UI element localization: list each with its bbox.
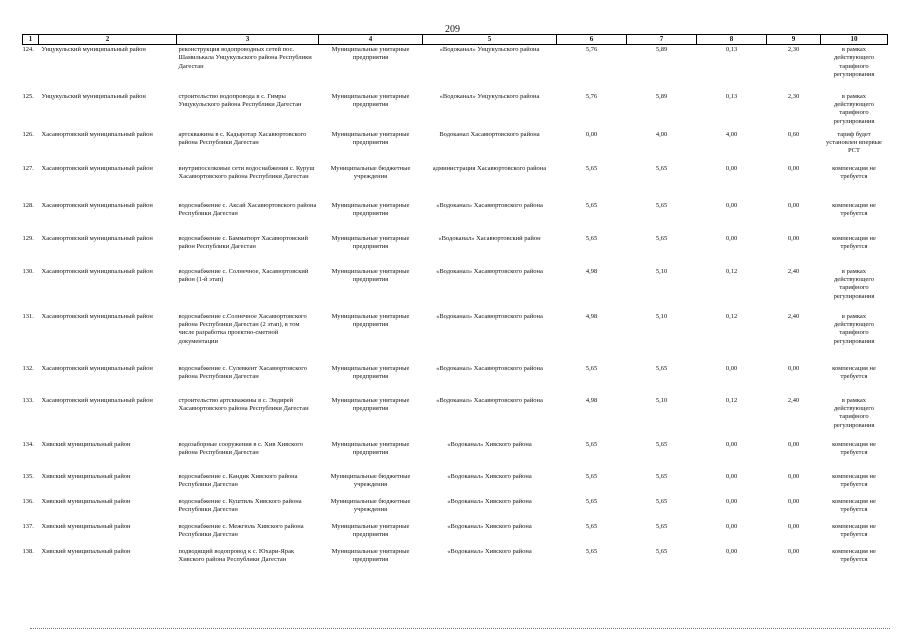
region-cell: Хасавюртовский муниципальный район [41,267,153,275]
value-cell-8: 0,00 [725,201,738,209]
table-row [23,164,888,201]
value-cell-7: 5,65 [655,472,668,480]
value-cell-7: 5,65 [655,522,668,530]
organization-cell: «Водоканал» Хасавюртовского района [436,312,543,320]
value-cell-7: 5,89 [655,92,668,100]
value-cell-6: 4,98 [585,267,598,275]
org-type-cell: Муниципальные унитарные предприятия [331,547,410,563]
value-cell-6: 4,98 [585,396,598,404]
org-type-cell: Муниципальные бюджетные учреждения [330,472,411,488]
value-cell-7: 5,10 [655,312,668,320]
value-cell-8: 0,12 [725,267,738,275]
value-cell-6: 5,65 [585,440,598,448]
value-cell-7: 4,00 [655,130,668,138]
note-cell: компенсация не требуется [832,522,876,538]
note-cell: в рамках действующего тарифного регулирования [833,267,875,300]
table-row [23,267,888,312]
value-cell-6: 5,65 [585,547,598,555]
table-row [23,497,888,522]
value-cell-6: 5,65 [585,364,598,372]
project-cell: строительство артскважины в с. Эндирей Хасавюртовского района Республики Дагестан [178,396,309,412]
organization-cell: «Водоканал» Унцукульского района [439,46,540,53]
note-cell: компенсация не требуется [832,497,876,513]
row-number: 133. [22,396,34,404]
value-cell-9: 0,00 [787,472,800,480]
value-cell-7: 5,65 [655,201,668,209]
region-cell: Хасавюртовский муниципальный район [41,130,153,138]
table-row [23,364,888,396]
column-header: 9 [767,35,821,45]
table-body [23,45,888,585]
note-cell: в рамках действующего тарифного регулирования [833,46,875,79]
org-type-cell: Муниципальные унитарные предприятия [331,46,410,62]
value-cell-7: 5,10 [655,396,668,404]
row-number: 136. [22,497,34,505]
region-cell: Хивский муниципальный район [41,522,131,530]
column-header: 7 [627,35,697,45]
value-cell-6: 5,76 [585,92,598,100]
table-row [23,45,888,92]
project-cell: водоснабжение с.Солнечное Хасавюртовского района Республики Дагестан (2 этап), в том числе разработка проектно-сметной документации [178,312,307,345]
organization-cell: «Водоканал» Хивского района [447,472,532,480]
row-number: 128. [22,201,34,209]
table-row [23,522,888,547]
region-cell: Хивский муниципальный район [41,472,131,480]
column-header: 4 [319,35,423,45]
org-type-cell: Муниципальные унитарные предприятия [331,440,410,456]
value-cell-9: 2,40 [787,312,800,320]
row-number: 126. [22,130,34,138]
column-header: 1 [23,35,39,45]
value-cell-8: 0,12 [725,396,738,404]
row-number: 135. [22,472,34,480]
value-cell-9: 0,00 [787,164,800,172]
value-cell-9: 0,60 [787,130,800,138]
project-cell: водоснабжение с. Бамматюрт Хасавюртовский район Республики Дагестан [178,234,308,250]
region-cell: Хасавюртовский муниципальный район [41,234,153,242]
table-row [23,92,888,130]
region-cell: Хасавюртовский муниципальный район [41,364,153,372]
org-type-cell: Муниципальные унитарные предприятия [331,234,410,250]
value-cell-9: 0,00 [787,440,800,448]
org-type-cell: Муниципальные унитарные предприятия [331,267,410,283]
org-type-cell: Муниципальные унитарные предприятия [331,522,410,538]
organization-cell: «Водоканал» Хасавюртовского района [436,396,543,404]
value-cell-8: 0,00 [725,164,738,172]
project-cell: водоснабжение с. Сулевкент Хасавюртовского района Республики Дагестан [178,364,308,380]
organization-cell: «Водоканал» Хасавюртовского района [436,364,543,372]
region-cell: Хивский муниципальный район [41,547,131,555]
note-cell: компенсация не требуется [832,547,876,563]
region-cell: Хасавюртовский муниципальный район [41,396,153,404]
column-header: 3 [177,35,319,45]
table-row [23,234,888,267]
table-row [23,312,888,364]
value-cell-9: 0,00 [787,547,800,555]
value-cell-9: 0,00 [787,234,800,242]
value-cell-7: 5,65 [655,497,668,505]
value-cell-6: 0,00 [585,130,598,138]
org-type-cell: Муниципальные унитарные предприятия [331,396,410,412]
row-number: 127. [22,164,34,172]
header-row [23,35,888,45]
value-cell-9: 0,00 [787,522,800,530]
column-header: 2 [39,35,177,45]
organization-cell: «Водоканал» Хивского района [447,497,532,505]
bottom-rule [30,628,890,629]
table-row [23,201,888,234]
region-cell: Хивский муниципальный район [41,440,131,448]
note-cell: в рамках действующего тарифного регулирования [833,92,875,125]
organization-cell: «Водоканал» Хасавюртовского района [436,201,543,209]
value-cell-8: 0,00 [725,547,738,555]
row-number: 137. [22,522,34,530]
value-cell-6: 5,65 [585,497,598,505]
note-cell: компенсация не требуется [832,164,876,180]
value-cell-6: 5,65 [585,201,598,209]
project-cell: водоснабжение с. Кандик Хивского района Республики Дагестан [178,472,298,488]
org-type-cell: Муниципальные унитарные предприятия [331,92,410,108]
row-number: 131. [22,312,34,320]
value-cell-7: 5,10 [655,267,668,275]
organization-cell: «Водоканал» Хивского района [447,547,532,555]
value-cell-9: 0,00 [787,201,800,209]
note-cell: компенсация не требуется [832,234,876,250]
value-cell-7: 5,65 [655,164,668,172]
row-number: 138. [22,547,34,555]
value-cell-8: 0,00 [725,234,738,242]
organization-cell: администрация Хасавюртовского района [432,164,547,172]
note-cell: в рамках действующего тарифного регулирования [833,396,875,429]
project-cell: внутрипоселковые сети водоснабжения с. Куруш Хасавюртовского района Республики Дагестан [178,164,315,180]
region-cell: Хивский муниципальный район [41,497,131,505]
value-cell-8: 0,13 [725,46,738,53]
organization-cell: «Водоканал» Хасавюртовского района [436,267,543,275]
value-cell-8: 0,00 [725,472,738,480]
value-cell-6: 5,65 [585,522,598,530]
column-header: 6 [557,35,627,45]
org-type-cell: Муниципальные бюджетные учреждения [330,497,411,513]
note-cell: компенсация не требуется [832,201,876,217]
note-cell: компенсация не требуется [832,472,876,488]
org-type-cell: Муниципальные унитарные предприятия [331,364,410,380]
region-cell: Хасавюртовский муниципальный район [41,312,153,320]
organization-cell: «Водоканал» Хасавюртовский район [438,234,541,242]
value-cell-6: 5,65 [585,164,598,172]
value-cell-9: 2,40 [787,267,800,275]
region-cell: Хасавюртовский муниципальный район [41,201,153,209]
table-row [23,472,888,497]
org-type-cell: Муниципальные унитарные предприятия [331,312,410,328]
region-cell: Хасавюртовский муниципальный район [41,164,153,172]
note-cell: компенсация не требуется [832,440,876,456]
value-cell-7: 5,65 [655,440,668,448]
value-cell-7: 5,65 [655,364,668,372]
table-row [23,440,888,472]
row-number: 132. [22,364,34,372]
note-cell: тариф будет установлен впервые РСТ [826,130,882,155]
value-cell-6: 5,76 [585,46,598,53]
project-cell: водоснабжение с. Солнечное, Хасавюртовский район (1-й этап) [178,267,309,283]
value-cell-6: 5,65 [585,234,598,242]
organization-cell: «Водоканал» Унцукульского района [439,92,540,100]
project-cell: строительство водопровода в с. Гимры Унцукульского района Республики Дагестан [178,92,302,108]
org-type-cell: Муниципальные унитарные предприятия [331,130,410,146]
value-cell-8: 0,12 [725,312,738,320]
project-cell: подводящий водопровод к с. Юхари-Ярак Хивского района Республики Дагестан [178,547,295,563]
value-cell-8: 0,00 [725,440,738,448]
value-cell-6: 5,65 [585,472,598,480]
value-cell-6: 4,98 [585,312,598,320]
column-header: 10 [821,35,888,45]
column-header: 8 [697,35,767,45]
org-type-cell: Муниципальные бюджетные учреждения [330,164,411,180]
row-number: 130. [22,267,34,275]
value-cell-9: 2,40 [787,396,800,404]
organization-cell: «Водоканал» Хивского района [447,522,532,530]
project-cell: реконструкция водопроводных сетей пос. Шамилькала Унцукульского района Республики Дагестан [178,46,312,70]
page-number: 209 [445,24,460,35]
value-cell-8: 0,00 [725,364,738,372]
value-cell-8: 0,13 [725,92,738,100]
region-cell: Унцукульский муниципальный район [41,92,146,100]
region-cell: Унцукульский муниципальный район [41,46,146,53]
row-number: 125. [22,92,34,100]
org-type-cell: Муниципальные унитарные предприятия [331,201,410,217]
row-number: 129. [22,234,34,242]
value-cell-7: 5,89 [655,46,668,53]
project-cell: водоснабжение с. Межгюль Хивского района Республики Дагестан [178,522,304,538]
column-header: 5 [423,35,557,45]
row-number: 124. [22,46,34,53]
project-cell: водоснабжение с. Куштиль Хивского района Республики Дагестан [178,497,302,513]
organization-cell: «Водоканал» Хивского района [447,440,532,448]
value-cell-9: 0,00 [787,364,800,372]
value-cell-7: 5,65 [655,234,668,242]
project-cell: артскважина в с. Кадыротар Хасавюртовского района Республики Дагестан [178,130,307,146]
note-cell: компенсация не требуется [832,364,876,380]
table-row [23,396,888,440]
value-cell-8: 4,00 [725,130,738,138]
project-cell: водоснабжение с. Аксай Хасавюртовского района Республики Дагестан [178,201,317,217]
value-cell-8: 0,00 [725,497,738,505]
project-cell: водозаборные сооружения в с. Хив Хивского района Республики Дагестан [178,440,303,456]
document-table [22,34,888,585]
value-cell-9: 0,00 [787,497,800,505]
value-cell-7: 5,65 [655,547,668,555]
value-cell-9: 2,30 [787,46,800,53]
organization-cell: Водоканал Хасавюртовского района [439,130,540,138]
value-cell-8: 0,00 [725,522,738,530]
row-number: 134. [22,440,34,448]
table-row [23,130,888,164]
value-cell-9: 2,30 [787,92,800,100]
note-cell: в рамках действующего тарифного регулирования [833,312,875,345]
table-row [23,547,888,585]
